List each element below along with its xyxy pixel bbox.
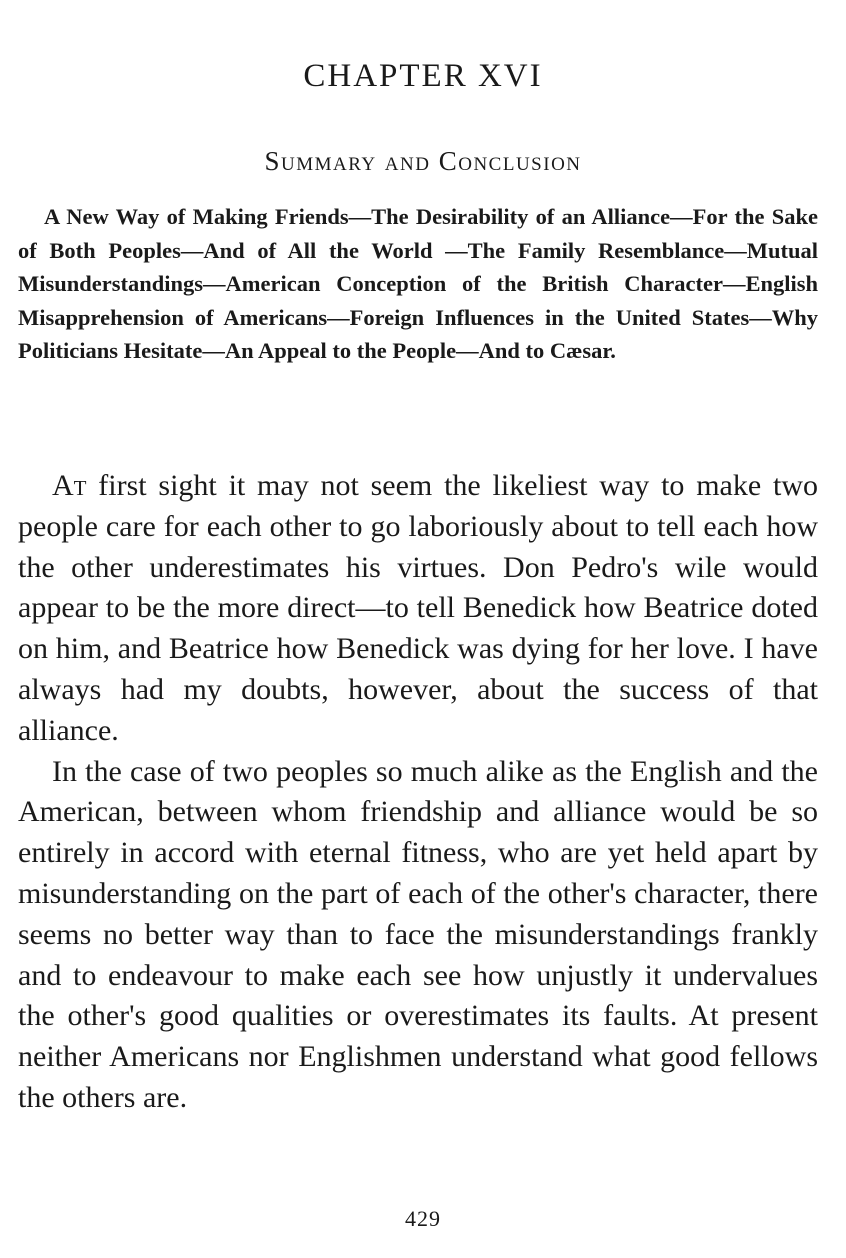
chapter-synopsis: A New Way of Making Friends—The Desirability of an Alliance—For the Sake of Both Peoples—And of All the World —The Family Resemblance—Mutual Misunderstandings—American Conception of the British Character—English Misapprehension of Americans—Foreign Influences in the United States—Why Politicians Hesitate—An Appeal to the People—And to Cæsar. bbox=[18, 204, 818, 363]
body-text bbox=[18, 466, 818, 1119]
paragraph-1-text: first sight it may not seem the likeliest way to make two people care for each other to go laboriously about to tell each how the other underestimates his virtues. Don Pedro's wile would appear to be the more direct—to tell Benedick how Beatrice doted on him, and Beatrice how Benedick was dying for her love. I have always had my doubts, however, about the success of that alliance. bbox=[18, 469, 818, 747]
page-number: 429 bbox=[405, 1206, 441, 1231]
paragraph-2: In the case of two peoples so much alike as the English and the American, between whom friendship and alliance would be so entirely in accord with eternal fitness, who are yet held apart by misunderstanding on the part of each of the other's character, there seems no better way than to face the misunderstandings frankly and to endeavour to make each see how unjustly it undervalues the other's good qualities or overestimates its faults. At present neither Americans nor Englishmen understand what good fellows the others are. bbox=[18, 754, 818, 1114]
chapter-title: CHAPTER XVI bbox=[303, 58, 543, 95]
paragraph-1-lead: At bbox=[52, 469, 87, 502]
paragraph-1 bbox=[18, 466, 818, 752]
chapter-subtitle: Summary and Conclusion bbox=[264, 146, 582, 177]
